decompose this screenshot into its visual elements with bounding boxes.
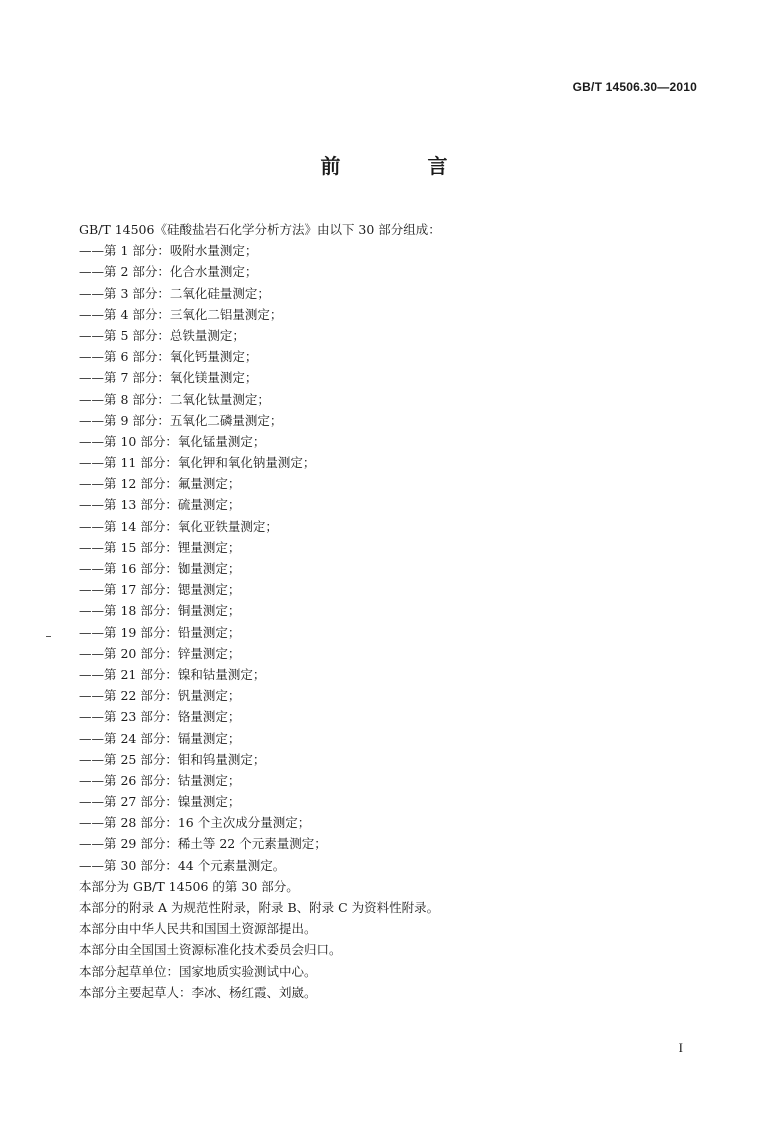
- part-item-29: ——第 29 部分：稀土等 22 个元素量测定；: [79, 836, 327, 852]
- statement-committee: 本部分由全国国土资源标准化技术委员会归口。: [79, 942, 342, 958]
- part-item-18: ——第 18 部分：铜量测定；: [79, 603, 241, 619]
- part-item-19: ——第 19 部分：铅量测定；: [79, 624, 241, 640]
- part-item-15: ——第 15 部分：锂量测定；: [79, 539, 241, 555]
- foreword-body: [79, 219, 699, 1003]
- part-item-23: ——第 23 部分：铬量测定；: [79, 709, 241, 725]
- part-item-28: ——第 28 部分：16 个主次成分量测定；: [79, 815, 311, 831]
- statements: [79, 876, 699, 1003]
- part-item-16: ——第 16 部分：铷量测定；: [79, 561, 241, 576]
- part-item-27: ——第 27 部分：镍量测定；: [79, 794, 241, 810]
- part-item-14: ——第 14 部分：氧化亚铁量测定；: [79, 518, 278, 534]
- part-item-22: ——第 22 部分：钒量测定；: [79, 688, 241, 704]
- part-item-7: ——第 7 部分：氧化镁量测定；: [79, 370, 258, 386]
- part-item-20: ——第 20 部分：锌量测定；: [79, 645, 241, 661]
- page-title: 前 言: [320, 154, 488, 178]
- parts-list: [79, 240, 699, 876]
- part-item-21: ——第 21 部分：镍和钴量测定；: [79, 666, 266, 682]
- part-item-2: ——第 2 部分：化合水量测定；: [79, 264, 258, 280]
- part-item-24: ——第 24 部分：镉量测定；: [79, 730, 241, 746]
- part-item-12: ——第 12 部分：氟量测定；: [79, 476, 241, 492]
- part-item-10: ——第 10 部分：氧化锰量测定；: [79, 433, 266, 449]
- part-item-9: ——第 9 部分：五氧化二磷量测定；: [79, 412, 283, 428]
- part-item-1: ——第 1 部分：吸附水量测定；: [79, 243, 258, 259]
- part-item-17: ——第 17 部分：锶量测定；: [79, 582, 241, 598]
- intro-line: GB/T 14506《硅酸盐岩石化学分析方法》由以下 30 部分组成：: [79, 222, 441, 237]
- statement-drafters: 本部分主要起草人：李冰、杨红霞、刘崴。: [79, 984, 317, 1000]
- statement-appendices: 本部分的附录 A 为规范性附录，附录 B、附录 C 为资料性附录。: [79, 900, 440, 915]
- standard-code: GB/T 14506.30—2010: [572, 80, 697, 94]
- part-item-30: ——第 30 部分：44 个元素量测定。: [79, 857, 286, 873]
- statement-part-number: 本部分为 GB/T 14506 的第 30 部分。: [79, 878, 299, 894]
- part-item-8: ——第 8 部分：二氧化钛量测定；: [79, 391, 270, 407]
- part-item-3: ——第 3 部分：二氧化硅量测定；: [79, 285, 270, 301]
- part-item-11: ——第 11 部分：氧化钾和氧化钠量测定；: [79, 455, 316, 471]
- statement-drafting-unit: 本部分起草单位：国家地质实验测试中心。: [79, 963, 317, 979]
- part-item-5: ——第 5 部分：总铁量测定；: [79, 327, 245, 343]
- part-item-4: ——第 4 部分：三氧化二铝量测定；: [79, 306, 283, 322]
- part-item-25: ——第 25 部分：钼和钨量测定；: [79, 751, 266, 767]
- margin-mark: [46, 636, 51, 637]
- part-item-13: ——第 13 部分：硫量测定；: [79, 497, 241, 513]
- page-number: I: [678, 1040, 683, 1055]
- part-item-26: ——第 26 部分：钴量测定；: [79, 772, 241, 788]
- statement-proposer: 本部分由中华人民共和国国土资源部提出。: [79, 921, 317, 937]
- part-item-6: ——第 6 部分：氧化钙量测定；: [79, 349, 258, 365]
